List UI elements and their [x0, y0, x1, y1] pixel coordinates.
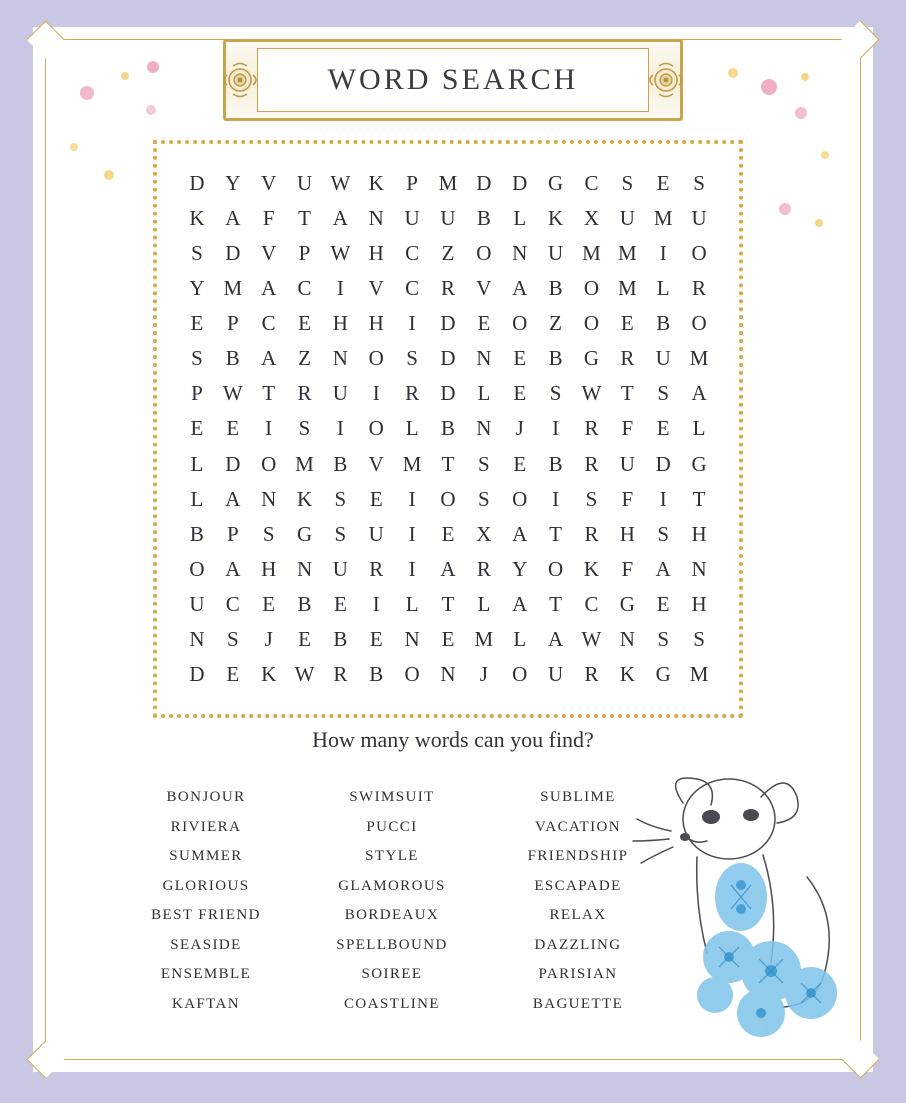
grid-cell[interactable]: M [653, 206, 673, 231]
grid-cell[interactable]: G [583, 346, 600, 371]
grid-cell[interactable]: N [368, 206, 384, 231]
confetti-dot [121, 72, 129, 80]
grid-cell[interactable]: C [584, 171, 599, 196]
grid-cell[interactable]: W [222, 381, 243, 406]
grid-cell[interactable]: I [408, 311, 416, 336]
grid-cell[interactable]: D [189, 171, 205, 196]
grid-cell[interactable]: E [369, 626, 383, 651]
grid-cell[interactable]: B [548, 346, 563, 371]
grid-cell[interactable]: N [476, 416, 492, 441]
grid-cell[interactable]: U [296, 171, 313, 196]
grid-cell[interactable]: Y [189, 276, 205, 301]
grid-cell[interactable]: D [440, 346, 456, 371]
grid-cell[interactable]: E [656, 171, 670, 196]
grid-cell[interactable]: M [223, 276, 243, 301]
grid-cell[interactable]: I [372, 591, 380, 616]
grid-cell[interactable]: V [261, 241, 277, 266]
grid-cell[interactable]: I [336, 416, 344, 441]
grid-cell[interactable]: H [368, 311, 384, 336]
grid-cell[interactable]: S [191, 241, 203, 266]
grid-cell[interactable]: K [261, 661, 277, 686]
grid-cell[interactable]: O [512, 486, 528, 511]
confetti-dot [795, 107, 807, 119]
grid-cell[interactable]: E [226, 661, 240, 686]
grid-cell[interactable]: G [548, 171, 564, 196]
grid-cell[interactable]: P [226, 521, 239, 546]
word-list-item[interactable]: VACATION [535, 818, 621, 835]
grid-cell[interactable]: E [333, 591, 347, 616]
grid-cell[interactable]: I [408, 486, 416, 511]
grid-cell[interactable]: A [655, 556, 671, 581]
grid-cell[interactable]: A [261, 276, 277, 301]
grid-cell[interactable]: L [405, 416, 419, 441]
word-list-item[interactable]: GLORIOUS [162, 877, 250, 894]
grid-cell[interactable]: U [619, 206, 635, 231]
scroll-ornament-left-icon [219, 59, 261, 101]
grid-cell[interactable]: A [512, 276, 528, 301]
grid-cell[interactable]: M [689, 346, 709, 371]
grid-cell[interactable]: I [408, 556, 416, 581]
grid-cell[interactable]: R [692, 276, 707, 301]
page-title: WORD SEARCH [327, 63, 579, 96]
grid-cell[interactable]: L [477, 591, 491, 616]
grid-cell[interactable]: B [656, 311, 671, 336]
grid-cell[interactable]: R [584, 661, 599, 686]
grid-cell[interactable]: Z [441, 241, 455, 266]
grid-cell[interactable]: L [405, 591, 419, 616]
word-list-item[interactable]: BEST FRIEND [151, 907, 261, 923]
grid-cell[interactable]: G [691, 451, 707, 476]
grid-cell[interactable]: W [330, 171, 351, 196]
grid-cell[interactable]: E [190, 416, 204, 441]
grid-cell[interactable]: S [693, 171, 705, 196]
grid-cell[interactable]: L [692, 416, 706, 441]
grid-cell[interactable]: A [225, 486, 241, 511]
word-list-item[interactable]: SOIREE [361, 966, 423, 982]
word-list-item[interactable]: STYLE [365, 848, 419, 864]
word-list-item[interactable]: FRIENDSHIP [527, 848, 629, 864]
confetti-dot [761, 79, 777, 95]
grid-cell[interactable]: H [619, 521, 635, 546]
confetti-dot [146, 105, 156, 115]
word-list-item[interactable]: DAZZLING [534, 936, 622, 953]
word-list [113, 789, 673, 1025]
grid-cell[interactable]: O [512, 661, 528, 686]
grid-cell[interactable]: Z [298, 346, 311, 371]
grid-cell[interactable]: B [548, 276, 563, 301]
grid-cell[interactable]: I [265, 416, 273, 441]
grid-cell[interactable]: U [655, 346, 671, 371]
grid-cell[interactable]: U [368, 521, 384, 546]
grid-cell[interactable]: V [368, 451, 384, 476]
grid-cell[interactable]: O [691, 241, 707, 266]
grid-cell[interactable]: T [262, 381, 276, 406]
grid-cell[interactable]: L [190, 451, 204, 476]
grid-cell[interactable]: K [619, 661, 635, 686]
grid-cell[interactable]: T [441, 451, 455, 476]
grid-cell[interactable]: N [189, 626, 205, 651]
grid-cell[interactable]: P [226, 311, 239, 336]
word-list-item[interactable]: ENSEMBLE [160, 966, 252, 982]
confetti-dot [801, 73, 809, 81]
word-list-item[interactable]: SPELLBOUND [336, 936, 448, 953]
grid-cell[interactable]: E [369, 486, 383, 511]
grid-cell[interactable]: S [549, 381, 562, 406]
grid-cell[interactable]: S [657, 521, 670, 546]
grid-cell[interactable]: U [548, 661, 564, 686]
grid-cell[interactable]: W [330, 241, 351, 266]
corner-ornament-top-right [841, 20, 879, 58]
grid-cell[interactable]: Z [549, 311, 562, 336]
grid-cell[interactable]: L [656, 276, 670, 301]
grid-cell[interactable]: U [619, 451, 635, 476]
grid-cell[interactable]: H [691, 521, 707, 546]
grid-cell[interactable]: C [405, 276, 420, 301]
grid-cell[interactable]: X [476, 521, 492, 546]
word-list-item[interactable]: KAFTAN [171, 995, 241, 1012]
grid-cell[interactable]: E [513, 451, 527, 476]
grid-cell[interactable]: T [298, 206, 311, 231]
grid-cell[interactable]: E [656, 416, 670, 441]
grid-cell[interactable]: E [477, 311, 491, 336]
grid-cell[interactable]: T [549, 591, 562, 616]
grid-cell[interactable]: E [298, 311, 311, 336]
grid-cell[interactable]: D [655, 451, 671, 476]
grid-cell[interactable]: E [656, 591, 670, 616]
grid-cell[interactable]: C [225, 591, 240, 616]
grid-cell[interactable]: B [333, 451, 348, 476]
confetti-dot [104, 170, 114, 180]
confetti-dot [728, 68, 738, 78]
grid-cell[interactable]: K [583, 556, 600, 581]
grid-cell[interactable]: I [659, 486, 667, 511]
grid-cell[interactable]: T [441, 591, 455, 616]
grid-cell[interactable]: V [476, 276, 492, 301]
word-list-item[interactable]: BORDEAUX [344, 907, 440, 923]
grid-cell[interactable]: A [225, 206, 241, 231]
grid-cell[interactable]: O [583, 311, 600, 336]
corner-ornament-top-left [26, 20, 64, 58]
grid-cell[interactable]: K [548, 206, 564, 231]
word-list-item[interactable]: RIVIERA [170, 818, 242, 835]
word-list-item[interactable]: SEASIDE [170, 936, 242, 953]
word-list-item[interactable]: BAGUETTE [532, 995, 624, 1012]
grid-cell[interactable]: I [336, 276, 344, 301]
confetti-dot [821, 151, 829, 159]
grid-cell[interactable]: O [548, 556, 564, 581]
grid-cell[interactable]: K [296, 486, 313, 511]
grid-cell[interactable]: L [513, 206, 527, 231]
grid-cell[interactable]: M [295, 451, 314, 476]
grid-cell[interactable]: F [621, 556, 634, 581]
grid-cell[interactable]: N [440, 661, 456, 686]
grid-cell[interactable]: O [691, 311, 707, 336]
grid-cell[interactable]: A [691, 381, 707, 406]
grid-cell[interactable]: A [512, 521, 528, 546]
grid-cell[interactable]: S [478, 486, 490, 511]
grid-cell[interactable]: D [440, 381, 456, 406]
grid-cell[interactable]: M [402, 451, 422, 476]
grid-cell[interactable]: R [369, 556, 384, 581]
grid-cell[interactable]: D [189, 661, 205, 686]
grid-cell[interactable]: A [225, 556, 241, 581]
grid-cell[interactable]: R [297, 381, 312, 406]
grid-cell[interactable]: R [620, 346, 635, 371]
grid-cell[interactable]: K [189, 206, 205, 231]
grid-cell[interactable]: F [621, 486, 634, 511]
grid-cell[interactable]: E [441, 521, 455, 546]
grid-cell[interactable]: S [334, 521, 347, 546]
grid-cell[interactable]: P [298, 241, 311, 266]
grid-cell[interactable]: W [294, 661, 315, 686]
grid-cell[interactable]: D [512, 171, 528, 196]
mouse-illustration [611, 757, 873, 1047]
grid-cell[interactable]: S [191, 346, 203, 371]
grid-cell[interactable]: O [583, 276, 600, 301]
grid-cell[interactable]: L [477, 381, 491, 406]
grid-cell[interactable]: H [332, 311, 348, 336]
grid-cell[interactable]: M [689, 661, 709, 686]
grid-cell[interactable]: E [513, 381, 527, 406]
grid-cell[interactable]: C [405, 241, 420, 266]
grid-cell[interactable]: O [261, 451, 277, 476]
grid-cell[interactable]: A [548, 626, 564, 651]
grid-cell[interactable]: E [262, 591, 276, 616]
grid-cell[interactable]: H [691, 591, 707, 616]
grid-cell[interactable]: E [620, 311, 634, 336]
grid-cell[interactable]: N [332, 346, 348, 371]
grid-cell[interactable]: O [440, 486, 456, 511]
word-list-item[interactable]: PUCCI [366, 818, 418, 835]
grid-cell[interactable]: D [440, 311, 456, 336]
grid-cell[interactable]: R [584, 451, 599, 476]
word-list-item[interactable]: SWIMSUIT [349, 789, 435, 805]
word-list-item[interactable]: PARISIAN [538, 966, 618, 982]
corner-ornament-bottom-left [26, 1040, 64, 1078]
grid-cell[interactable]: B [548, 451, 563, 476]
plaque-inner-frame [257, 48, 649, 112]
grid-cell[interactable]: M [617, 241, 637, 266]
grid-cell[interactable]: V [368, 276, 384, 301]
grid-cell[interactable]: U [440, 206, 456, 231]
scroll-ornament-right-icon [645, 59, 687, 101]
word-list-item[interactable]: RELAX [549, 907, 607, 923]
grid-cell[interactable]: S [585, 486, 598, 511]
grid-cell[interactable]: U [404, 206, 420, 231]
confetti-dot [815, 219, 823, 227]
grid-cell[interactable]: C [261, 311, 276, 336]
grid-cell[interactable]: E [441, 626, 455, 651]
grid-cell[interactable]: S [262, 521, 275, 546]
grid-cell[interactable]: S [657, 381, 670, 406]
grid-cell[interactable]: R [584, 416, 599, 441]
word-list-column [113, 789, 299, 1025]
word-list-item[interactable]: GLAMOROUS [338, 877, 446, 894]
title-plaque [223, 39, 683, 121]
grid-cell[interactable]: S [693, 626, 705, 651]
grid-cell[interactable]: C [584, 591, 599, 616]
grid-cell[interactable]: N [512, 241, 528, 266]
grid-cell[interactable]: T [620, 381, 634, 406]
grid-cell[interactable]: B [225, 346, 240, 371]
grid-cell[interactable]: U [691, 206, 707, 231]
grid-cell[interactable]: E [298, 626, 311, 651]
grid-cell[interactable]: U [332, 556, 348, 581]
grid-cell[interactable]: N [691, 556, 707, 581]
grid-cell[interactable]: E [513, 346, 527, 371]
grid-cell[interactable]: K [368, 171, 384, 196]
grid-cell[interactable]: S [298, 416, 311, 441]
grid-cell[interactable]: D [476, 171, 492, 196]
grid-cell[interactable]: R [440, 276, 455, 301]
grid-cell[interactable]: M [582, 241, 601, 266]
grid-cell[interactable]: T [549, 521, 562, 546]
grid-cell[interactable]: M [617, 276, 637, 301]
grid-cell[interactable]: V [261, 171, 277, 196]
grid-cell[interactable]: X [583, 206, 600, 231]
grid-cell[interactable]: D [225, 451, 241, 476]
grid-cell[interactable]: I [659, 241, 667, 266]
grid-cell[interactable]: G [296, 521, 313, 546]
word-list-column [299, 789, 485, 1025]
grid-cell[interactable]: S [334, 486, 347, 511]
grid-cell[interactable]: W [581, 381, 602, 406]
grid-cell[interactable]: A [261, 346, 277, 371]
grid-cell[interactable]: E [226, 416, 240, 441]
grid-cell[interactable]: R [584, 521, 599, 546]
grid-cell[interactable]: I [552, 416, 560, 441]
word-list-item[interactable]: SUBLIME [540, 789, 616, 805]
grid-cell[interactable]: F [262, 206, 275, 231]
puzzle-page [33, 27, 873, 1072]
grid-cell[interactable]: O [476, 241, 492, 266]
grid-cell[interactable]: N [619, 626, 635, 651]
word-list-item[interactable]: COASTLINE [344, 995, 440, 1012]
grid-cell[interactable]: D [225, 241, 241, 266]
grid-cell[interactable]: Y [225, 171, 241, 196]
grid-cell[interactable]: S [406, 346, 418, 371]
confetti-dot [70, 143, 78, 151]
prompt-text: How many words can you find? [312, 727, 594, 752]
word-search-grid-frame [153, 140, 743, 718]
grid-cell[interactable]: I [408, 521, 416, 546]
grid-cell[interactable]: G [655, 661, 671, 686]
grid-cell[interactable]: O [512, 311, 528, 336]
grid-cell[interactable]: N [404, 626, 420, 651]
grid-cell[interactable]: B [333, 626, 348, 651]
grid-cell[interactable]: U [332, 381, 348, 406]
grid-cell[interactable]: C [297, 276, 312, 301]
letter-grid[interactable] [179, 166, 717, 692]
grid-cell[interactable]: E [190, 311, 204, 336]
grid-cell[interactable]: Y [512, 556, 528, 581]
grid-cell[interactable]: N [296, 556, 313, 581]
grid-cell[interactable]: B [369, 661, 384, 686]
grid-cell[interactable]: J [264, 626, 273, 651]
grid-cell[interactable]: N [261, 486, 277, 511]
grid-cell[interactable]: W [581, 626, 602, 651]
grid-cell[interactable]: R [405, 381, 420, 406]
grid-cell[interactable]: B [189, 521, 204, 546]
grid-cell[interactable]: O [368, 346, 384, 371]
grid-cell[interactable]: H [368, 241, 384, 266]
grid-cell[interactable]: M [438, 171, 458, 196]
grid-cell[interactable]: I [552, 486, 560, 511]
grid-cell[interactable]: P [406, 171, 418, 196]
grid-cell[interactable]: R [476, 556, 491, 581]
grid-cell[interactable]: S [621, 171, 634, 196]
grid-cell[interactable]: R [333, 661, 348, 686]
word-list-item[interactable]: ESCAPADE [534, 877, 622, 894]
grid-cell[interactable]: I [372, 381, 380, 406]
grid-cell[interactable]: J [515, 416, 524, 441]
grid-cell[interactable]: H [261, 556, 277, 581]
grid-cell[interactable]: A [512, 591, 528, 616]
grid-cell[interactable]: A [332, 206, 348, 231]
grid-cell[interactable]: S [657, 626, 670, 651]
grid-cell[interactable]: O [404, 661, 420, 686]
confetti-dot [80, 86, 94, 100]
confetti-dot [779, 203, 791, 215]
word-list-item[interactable]: BONJOUR [166, 789, 246, 805]
grid-cell[interactable]: U [548, 241, 564, 266]
grid-cell[interactable]: T [692, 486, 706, 511]
grid-cell[interactable]: G [619, 591, 635, 616]
grid-cell[interactable]: L [190, 486, 204, 511]
grid-cell[interactable]: O [189, 556, 205, 581]
grid-cell[interactable]: A [440, 556, 456, 581]
grid-cell[interactable]: B [476, 206, 491, 231]
grid-cell[interactable]: O [368, 416, 384, 441]
grid-cell[interactable]: B [297, 591, 312, 616]
confetti-dot [147, 61, 159, 73]
grid-cell[interactable]: B [440, 416, 455, 441]
grid-cell[interactable]: L [513, 626, 527, 651]
grid-cell[interactable]: J [479, 661, 488, 686]
grid-cell[interactable]: P [191, 381, 203, 406]
grid-cell[interactable]: S [226, 626, 239, 651]
grid-cell[interactable]: U [189, 591, 205, 616]
grid-cell[interactable]: N [476, 346, 492, 371]
grid-cell[interactable]: F [621, 416, 634, 441]
word-list-item[interactable]: SUMMER [169, 848, 243, 864]
grid-cell[interactable]: M [474, 626, 494, 651]
grid-cell[interactable]: S [478, 451, 490, 476]
